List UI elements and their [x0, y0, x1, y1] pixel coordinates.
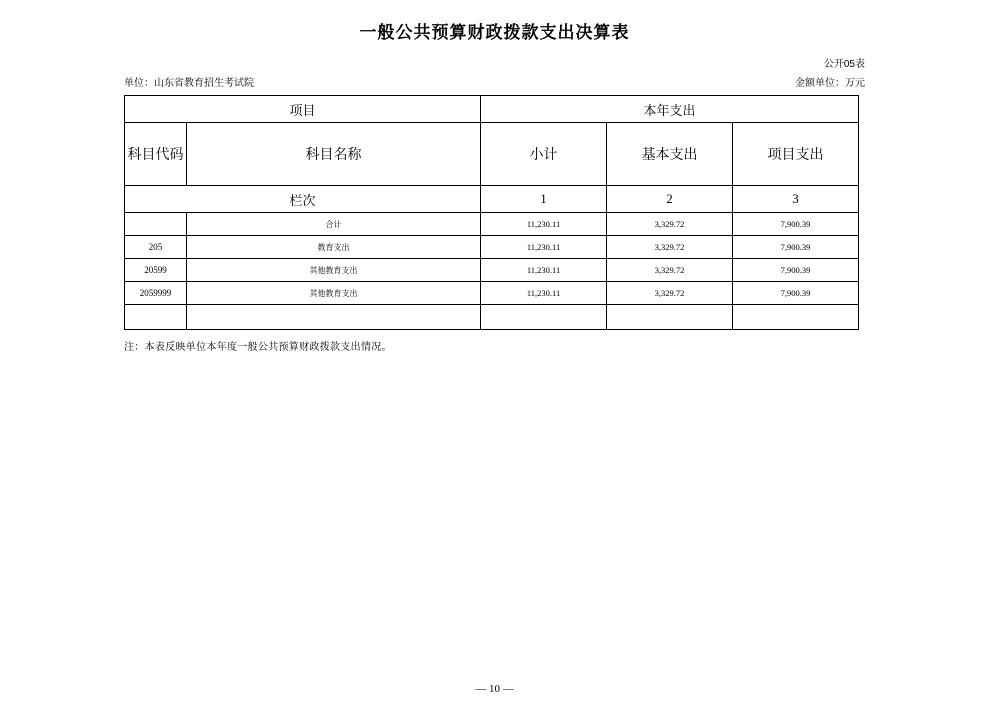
row-code: 2059999	[125, 282, 187, 305]
row-name: 合计	[187, 213, 481, 236]
budget-table	[124, 95, 859, 330]
row-name: 其他教育支出	[187, 259, 481, 282]
header-group-year-expenditure: 本年支出	[481, 96, 859, 123]
table-header-column-row	[125, 123, 859, 186]
unit-label: 单位：山东省教育招生考试院	[124, 78, 254, 89]
row-subtotal: 11,230.11	[481, 282, 607, 305]
header-col-name: 科目名称	[187, 123, 481, 186]
column-index-1: 1	[481, 186, 607, 213]
page-footer: — 10 —	[475, 683, 514, 695]
column-index-label: 栏次	[125, 186, 481, 213]
row-basic: 3,329.72	[607, 259, 733, 282]
header-col-project: 项目支出	[733, 123, 859, 186]
table-note: 注：本表反映单位本年度一般公共预算财政拨款支出情况。	[124, 342, 392, 353]
row-subtotal: 11,230.11	[481, 259, 607, 282]
header-col-code: 科目代码	[125, 123, 187, 186]
row-name	[187, 305, 481, 330]
table-column-index-row	[125, 186, 859, 213]
row-code: 205	[125, 236, 187, 259]
row-code	[125, 305, 187, 330]
row-basic: 3,329.72	[607, 236, 733, 259]
table-row	[125, 259, 859, 282]
meta-row-bottom	[124, 74, 865, 88]
meta-block	[0, 55, 989, 88]
row-subtotal	[481, 305, 607, 330]
column-index-3: 3	[733, 186, 859, 213]
header-group-item: 项目	[125, 96, 481, 123]
row-name: 其他教育支出	[187, 282, 481, 305]
row-project: 7,900.39	[733, 213, 859, 236]
form-number: 公开05表	[823, 59, 865, 70]
header-col-basic: 基本支出	[607, 123, 733, 186]
row-subtotal: 11,230.11	[481, 213, 607, 236]
row-basic: 3,329.72	[607, 213, 733, 236]
column-index-2: 2	[607, 186, 733, 213]
row-project: 7,900.39	[733, 282, 859, 305]
row-basic: 3,329.72	[607, 282, 733, 305]
table-row	[125, 305, 859, 330]
header-col-subtotal: 小计	[481, 123, 607, 186]
table-row	[125, 282, 859, 305]
row-basic	[607, 305, 733, 330]
amount-unit-label: 金额单位：万元	[795, 78, 865, 89]
row-subtotal: 11,230.11	[481, 236, 607, 259]
meta-row-top	[124, 55, 865, 69]
table-row	[125, 236, 859, 259]
row-project: 7,900.39	[733, 236, 859, 259]
row-code: 20599	[125, 259, 187, 282]
page-title: 一般公共预算财政拨款支出决算表	[359, 23, 630, 42]
row-code	[125, 213, 187, 236]
document-page	[0, 18, 989, 721]
table-header-group-row	[125, 96, 859, 123]
row-project: 7,900.39	[733, 259, 859, 282]
row-project	[733, 305, 859, 330]
row-name: 教育支出	[187, 236, 481, 259]
table-row	[125, 213, 859, 236]
